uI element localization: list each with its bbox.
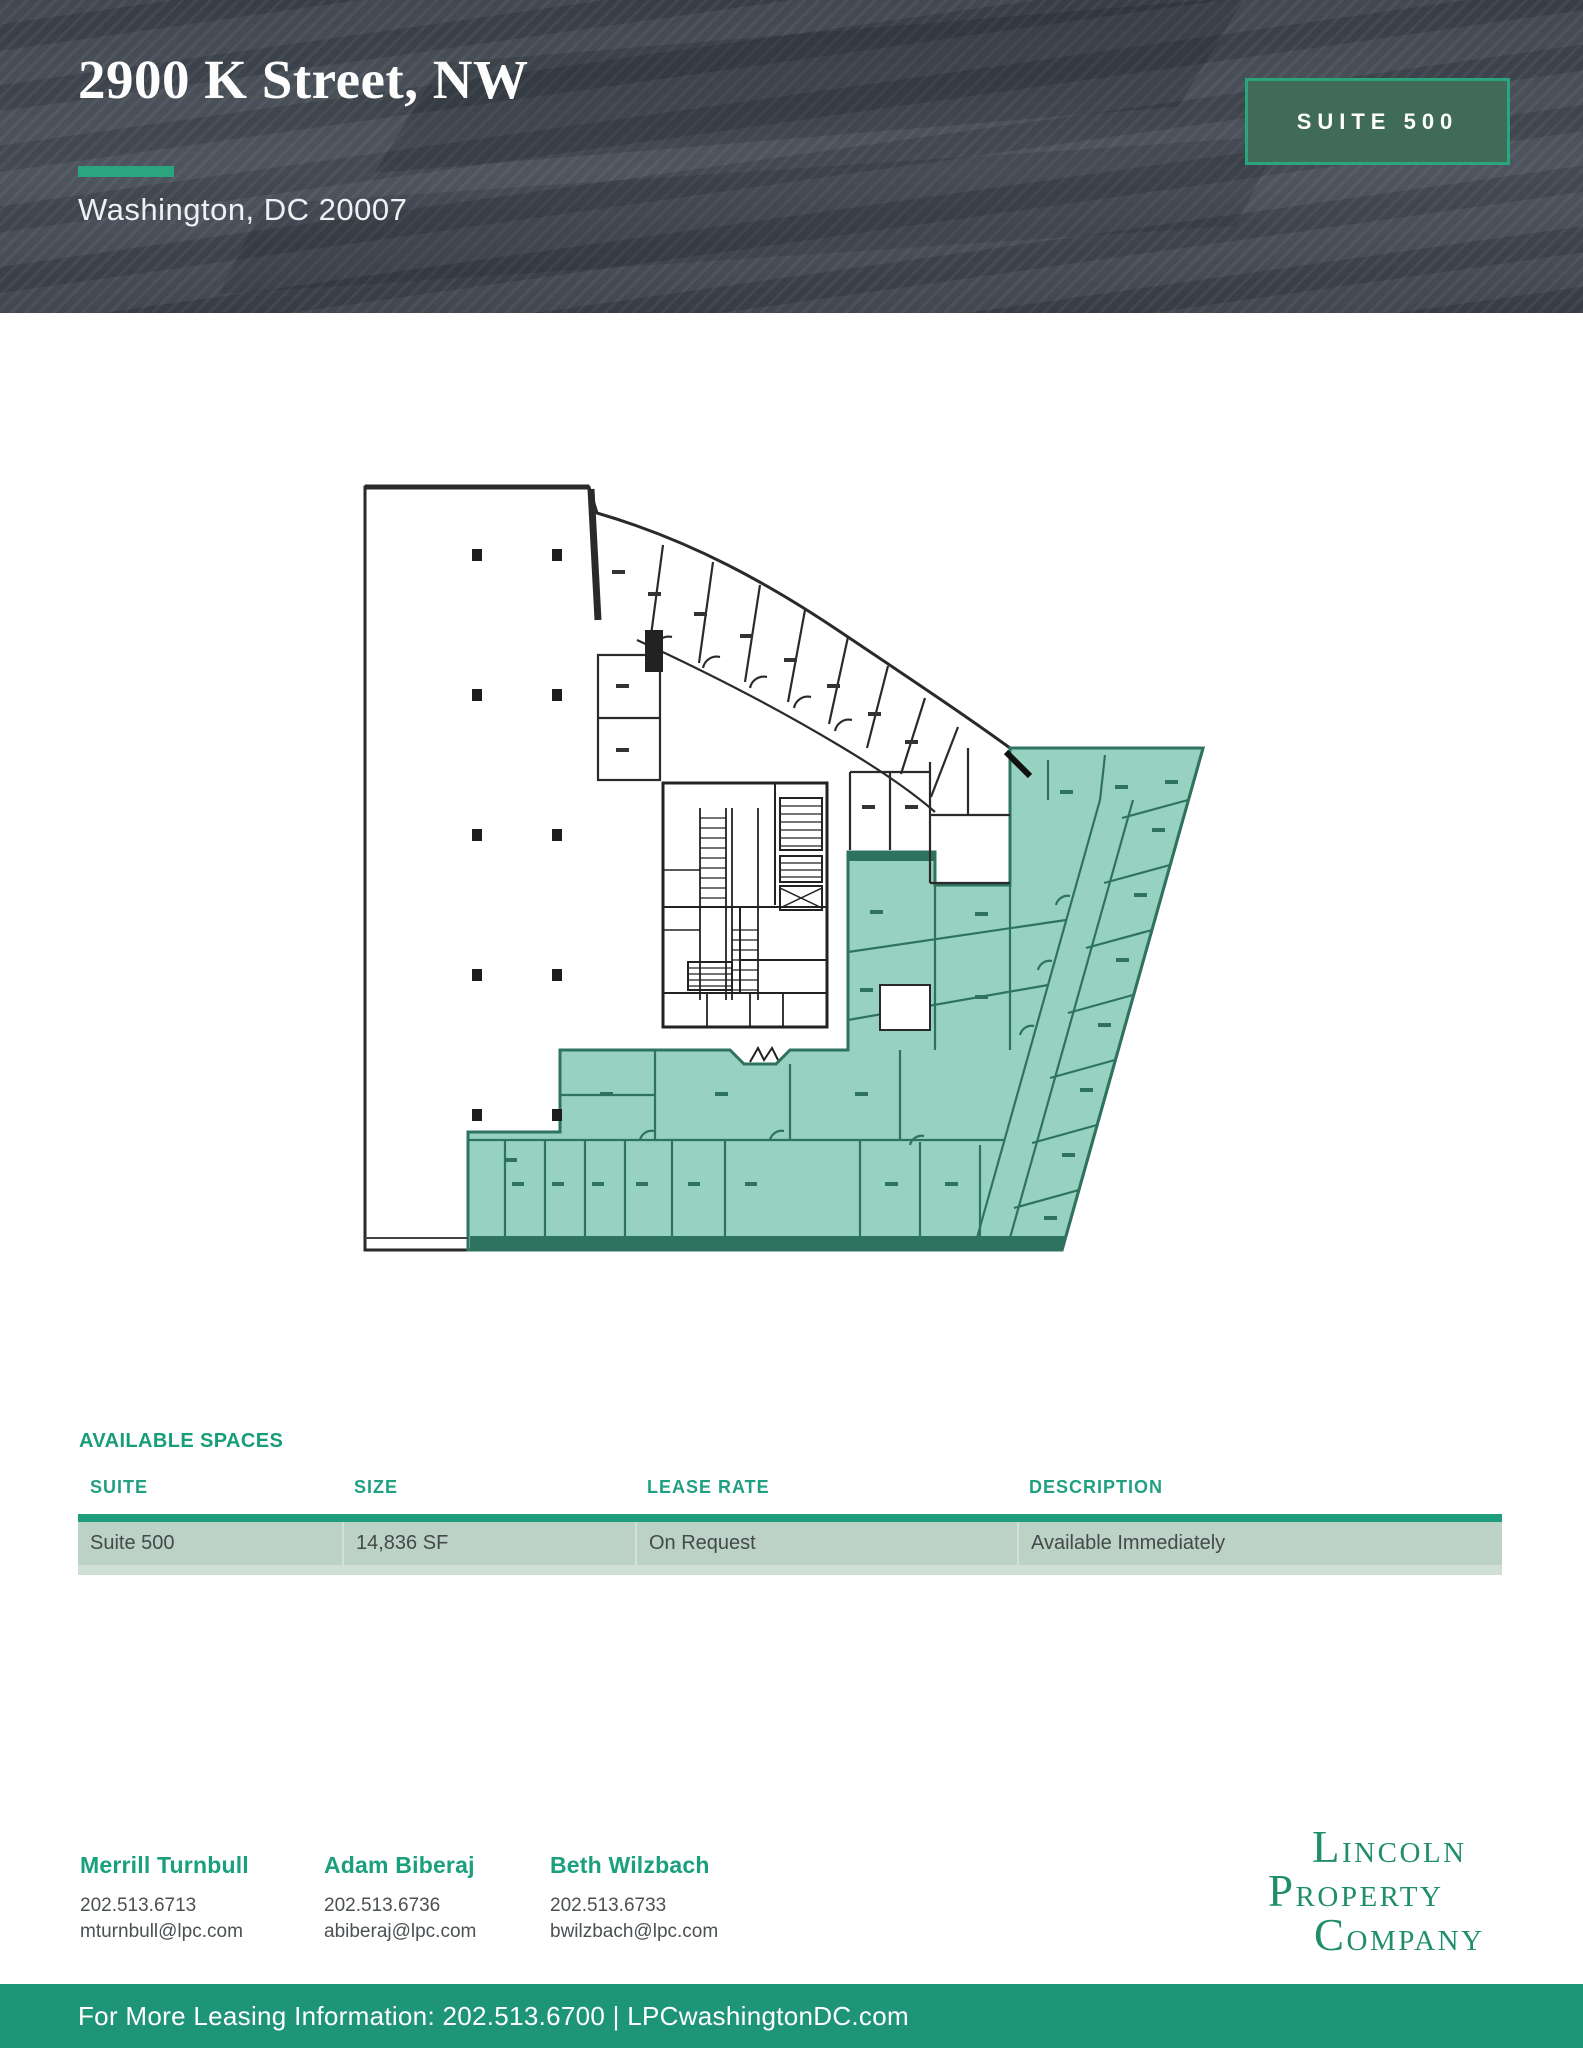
table-row [78,1522,1502,1565]
footer-bar [0,1984,1583,2048]
table-accent-bar [78,1514,1502,1522]
cell-description: Available Immediately [1017,1522,1502,1565]
table-header-row [78,1477,1502,1498]
contact-email[interactable]: mturnbull@lpc.com [80,1921,243,1942]
column-header-size: SIZE [354,1477,399,1497]
contact-phone: 202.513.6713 [80,1895,197,1916]
contact-phone: 202.513.6736 [324,1895,441,1916]
contact-name: Beth Wilzbach [550,1852,710,1878]
contact-email[interactable]: bwilzbach@lpc.com [550,1921,719,1942]
cell-size: 14,836 SF [342,1522,635,1565]
contact-card [324,1852,476,1945]
contact-card [80,1852,249,1945]
contact-email[interactable]: abiberaj@lpc.com [324,1921,477,1942]
floor-plan [360,480,1210,1255]
title-underline [78,166,174,177]
suite-badge: SUITE 500 [1245,78,1510,165]
column-header-description: DESCRIPTION [1029,1477,1164,1497]
logo-line: LINCOLN [1312,1822,1467,1872]
cell-lease-rate: On Request [635,1522,1017,1565]
logo-line: COMPANY [1314,1910,1485,1960]
footer-leasing-info[interactable]: For More Leasing Information: 202.513.6700 | LPCwashingtonDC.com [78,2001,909,2031]
column-header-suite: SUITE [90,1477,149,1497]
floor-plan-drawing [360,480,1210,1255]
contact-name: Merrill Turnbull [80,1852,249,1878]
page-title: 2900 K Street, NW [78,49,529,110]
property-address: Washington, DC 20007 [78,192,408,227]
contact-name: Adam Biberaj [324,1852,475,1878]
cell-suite: Suite 500 [90,1532,175,1554]
available-spaces-heading: AVAILABLE SPACES [79,1430,284,1452]
contact-card [550,1852,718,1945]
column-header-lease-rate: LEASE RATE [647,1477,770,1497]
table-row-shadow [78,1565,1502,1575]
lincoln-property-company-logo [1268,1822,1538,1960]
logo-line: PROPERTY [1268,1866,1444,1916]
contact-phone: 202.513.6733 [550,1895,667,1916]
